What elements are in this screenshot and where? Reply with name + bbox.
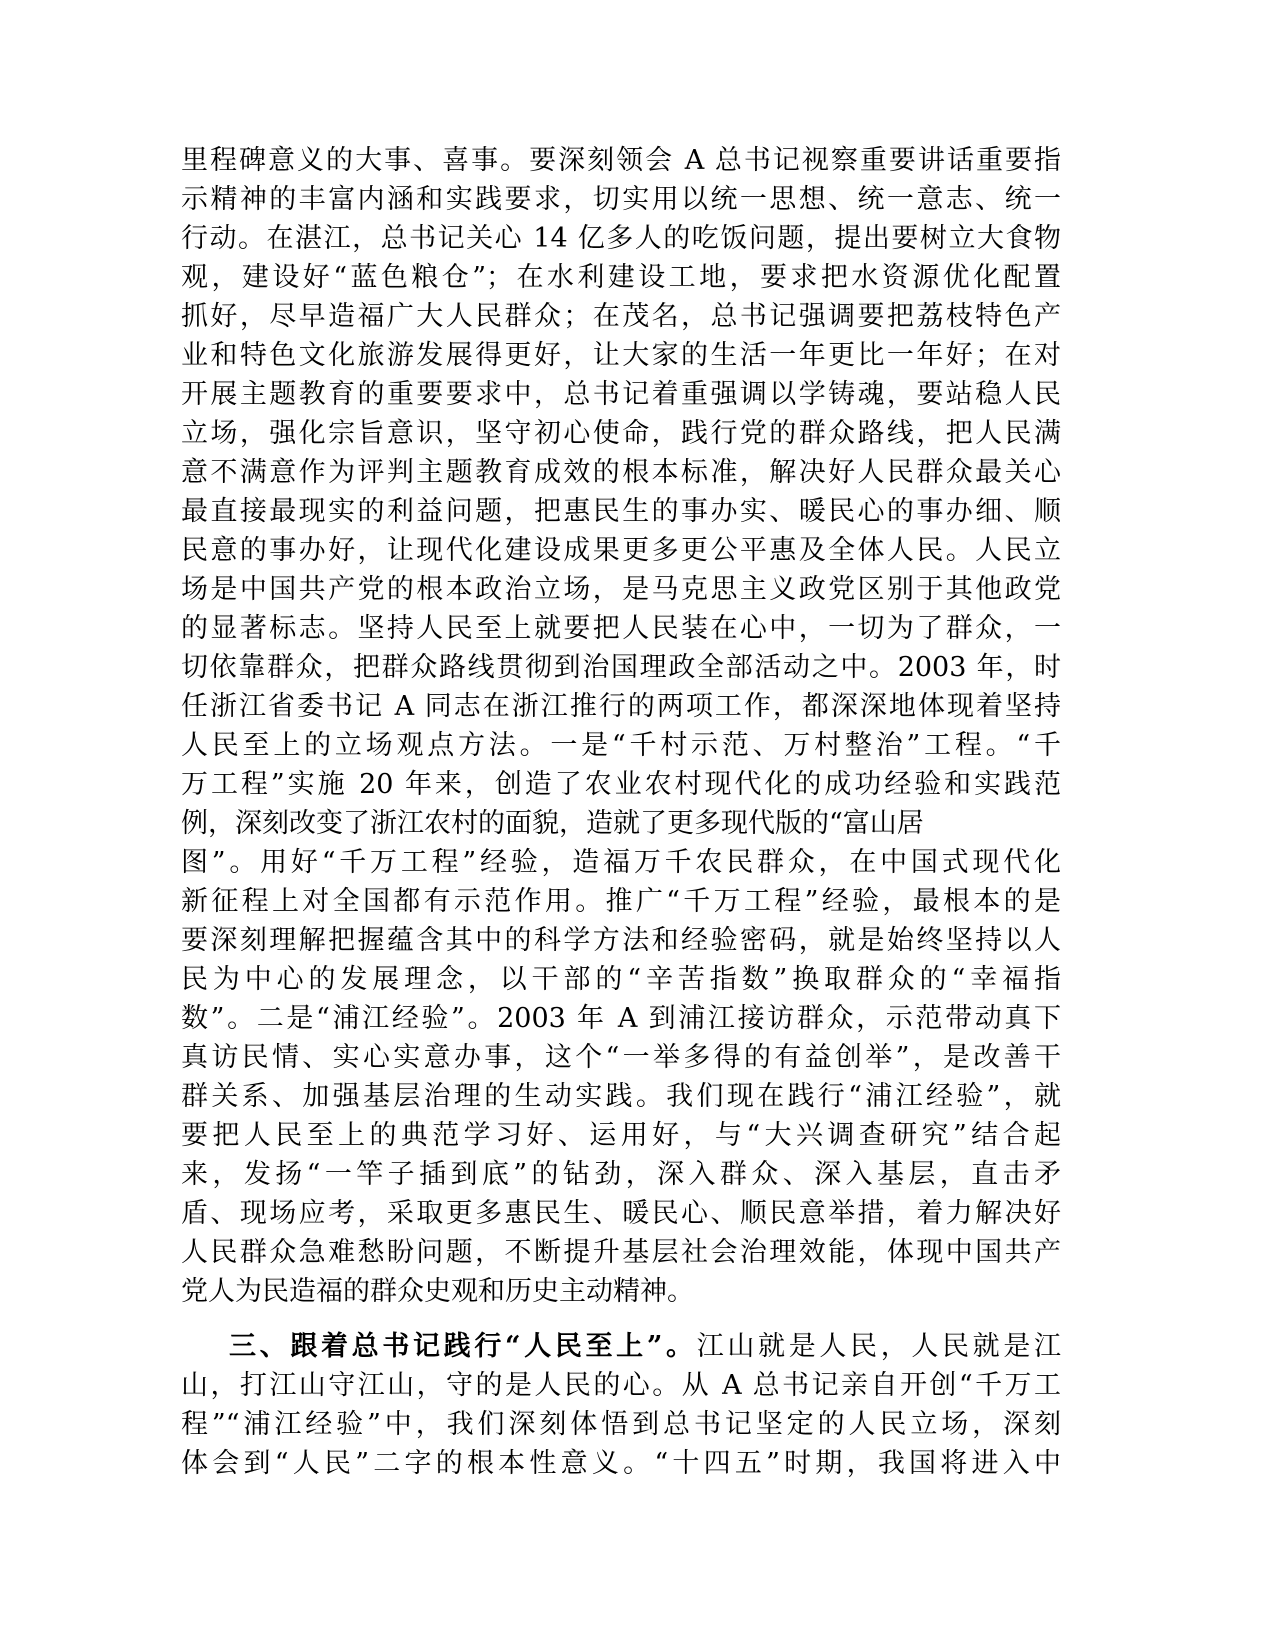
paragraph-2-line-1: [229, 1328, 1061, 1366]
paragraph-1-line-26: 要把人民至上的典范学习好、运用好，与“大兴调查研究”结合起: [181, 1120, 1061, 1151]
paragraph-1-line-27: 来，发扬“一竿子插到底”的钻劲，深入群众、深入基层，直击矛: [181, 1159, 1061, 1190]
paragraph-1-line-19: 图”。用好“千万工程”经验，造福万千农民群众，在中国式现代化: [181, 847, 1061, 878]
paragraph-1-line-3: 行动。在湛江，总书记关心 14 亿多人的吃饭问题，提出要树立大食物: [181, 223, 1061, 254]
paragraph-2-line-1-text: 江山就是人民，人民就是江: [696, 1331, 1062, 1362]
paragraph-1-line-21: 要深刻理解把握蕴含其中的科学方法和经验密码，就是始终坚持以人: [181, 925, 1061, 956]
paragraph-1-line-23: 数”。二是“浦江经验”。2003 年 A 到浦江接访群众，示范带动真下: [181, 1003, 1061, 1034]
paragraph-1-line-16: 人民至上的立场观点方法。一是“千村示范、万村整治”工程。“千: [181, 730, 1061, 761]
paragraph-1-line-22: 民为中心的发展理念，以干部的“辛苦指数”换取群众的“幸福指: [181, 964, 1061, 995]
paragraph-1-line-28: 盾、现场应考，采取更多惠民生、暖民心、顺民意举措，着力解决好: [181, 1198, 1061, 1229]
paragraph-1-line-14: 切依靠群众，把群众路线贯彻到治国理政全部活动之中。2003 年，时: [181, 652, 1061, 683]
paragraph-1-line-18: 例，深刻改变了浙江农村的面貌，造就了更多现代版的“富山居: [181, 808, 924, 839]
paragraph-1-line-20: 新征程上对全国都有示范作用。推广“千万工程”经验，最根本的是: [181, 886, 1061, 917]
paragraph-1-line-13: 的显著标志。坚持人民至上就要把人民装在心中，一切为了群众，一: [181, 613, 1061, 644]
paragraph-1-line-12: 场是中国共产党的根本政治立场，是马克思主义政党区别于其他政党: [181, 574, 1061, 605]
paragraph-1-line-7: 开展主题教育的重要要求中，总书记着重强调以学铸魂，要站稳人民: [181, 379, 1061, 410]
paragraph-1-line-24: 真访民情、实心实意办事，这个“一举多得的有益创举”，是改善干: [181, 1042, 1061, 1073]
paragraph-1-line-30: 党人为民造福的群众史观和历史主动精神。: [181, 1276, 694, 1307]
paragraph-2-line-4: 体会到“人民”二字的根本性意义。“十四五”时期，我国将进入中: [181, 1448, 1061, 1479]
paragraph-1-line-29: 人民群众急难愁盼问题，不断提升基层社会治理效能，体现中国共产: [181, 1237, 1061, 1268]
paragraph-1-line-11: 民意的事办好，让现代化建设成果更多更公平惠及全体人民。人民立: [181, 535, 1061, 566]
paragraph-1-line-2: 示精神的丰富内涵和实践要求，切实用以统一思想、统一意志、统一: [181, 184, 1061, 215]
paragraph-1-line-10: 最直接最现实的利益问题，把惠民生的事办实、暖民心的事办细、顺: [181, 496, 1061, 527]
paragraph-1-line-9: 意不满意作为评判主题教育成效的根本标准，解决好人民群众最关心: [181, 457, 1061, 488]
paragraph-1-line-6: 业和特色文化旅游发展得更好，让大家的生活一年更比一年好；在对: [181, 340, 1061, 371]
paragraph-1-line-8: 立场，强化宗旨意识，坚守初心使命，践行党的群众路线，把人民满: [181, 418, 1061, 449]
paragraph-1-line-5: 抓好，尽早造福广大人民群众；在茂名，总书记强调要把荔枝特色产: [181, 301, 1061, 332]
paragraph-1-line-25: 群关系、加强基层治理的生动实践。我们现在践行“浦江经验”，就: [181, 1081, 1061, 1112]
section-heading: 三、跟着总书记践行“人民至上”。: [229, 1331, 697, 1362]
paragraph-1-line-15: 任浙江省委书记 A 同志在浙江推行的两项工作，都深深地体现着坚持: [181, 691, 1061, 722]
paragraph-1-line-4: 观，建设好“蓝色粮仓”；在水利建设工地，要求把水资源优化配置: [181, 262, 1061, 293]
paragraph-2-line-2: 山，打江山守江山，守的是人民的心。从 A 总书记亲自开创“千万工: [181, 1370, 1061, 1401]
paragraph-1-line-17: 万工程”实施 20 年来，创造了农业农村现代化的成功经验和实践范: [181, 769, 1061, 800]
paragraph-2-line-3: 程”“浦江经验”中，我们深刻体悟到总书记坚定的人民立场，深刻: [181, 1409, 1061, 1440]
paragraph-1-line-1: 里程碑意义的大事、喜事。要深刻领会 A 总书记视察重要讲话重要指: [181, 145, 1061, 176]
